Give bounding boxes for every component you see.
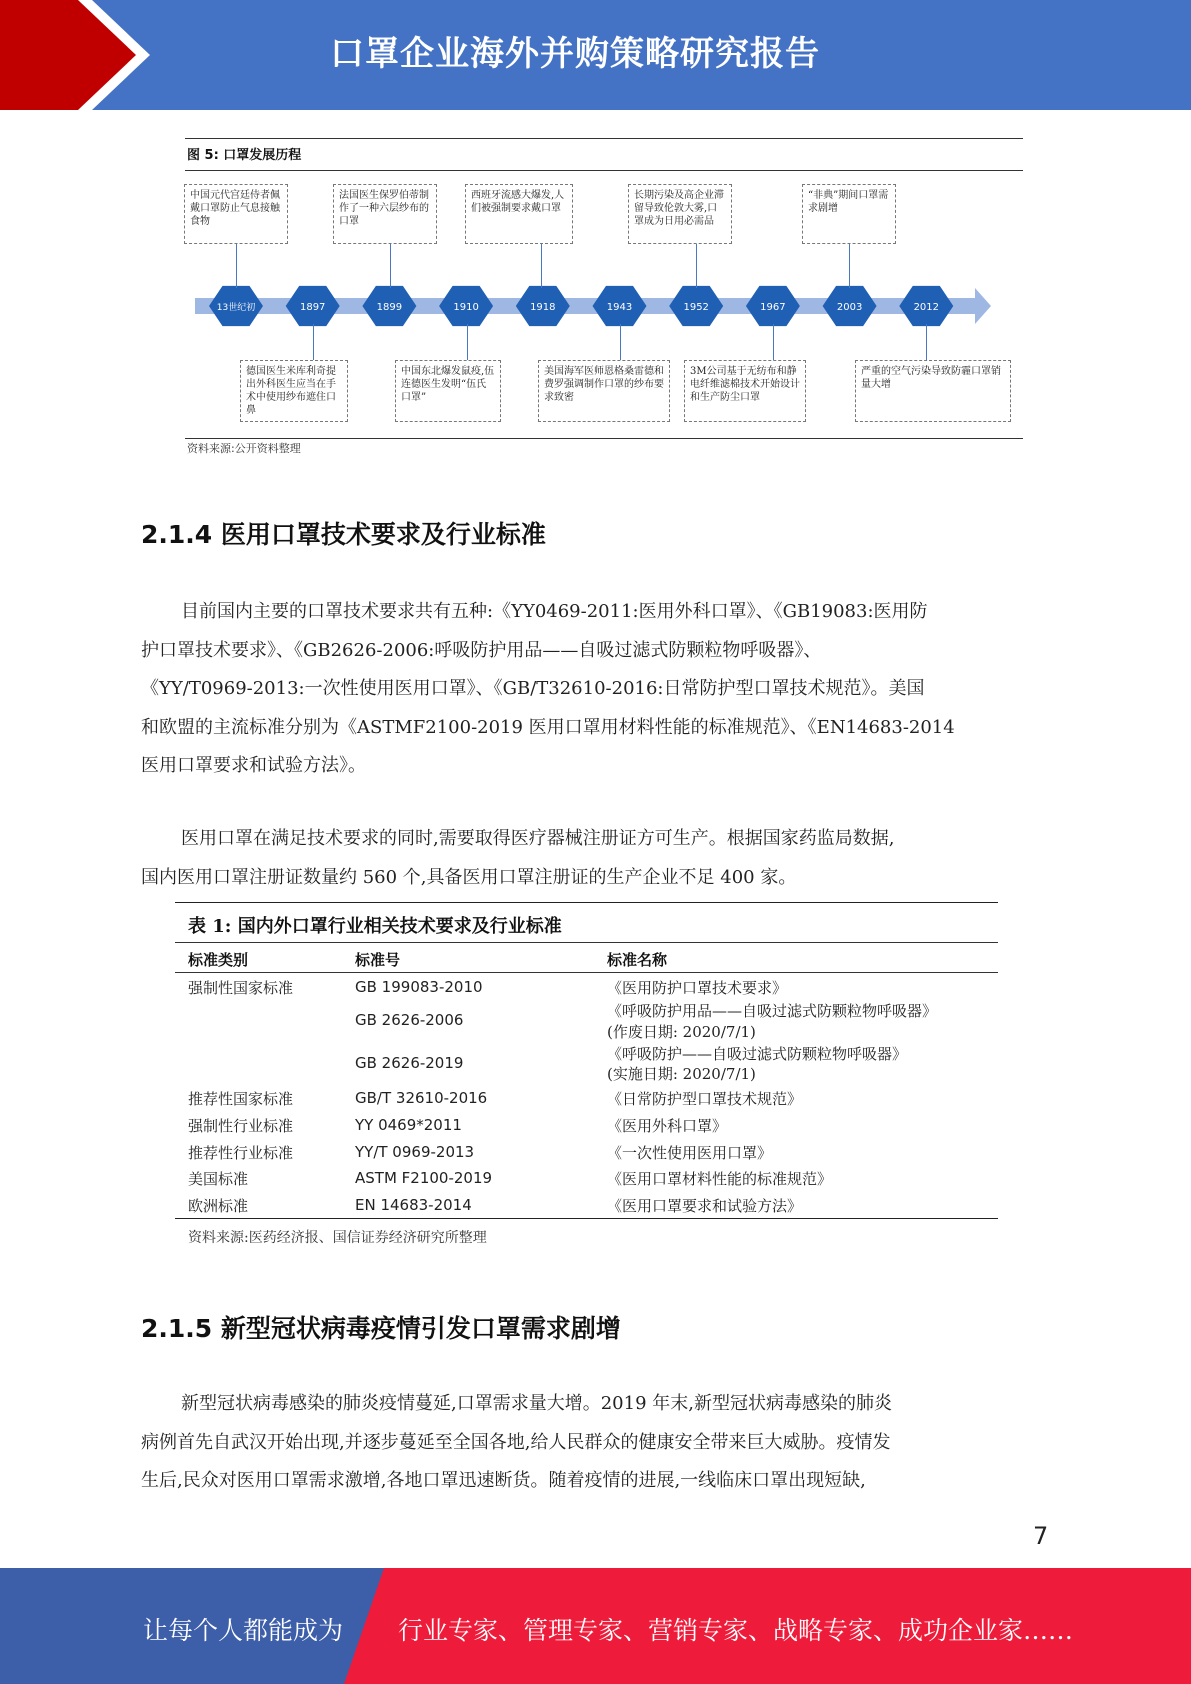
timeline-box-top: 中国元代宫廷侍者佩戴口罩防止气息接触食物 (184, 184, 288, 244)
timeline-connector (390, 244, 391, 288)
timeline-year-label: 1967 (760, 302, 786, 313)
paragraph-line: 医用口罩要求和试验方法》。 (141, 755, 366, 776)
table-header-name: 标准名称 (607, 951, 668, 969)
timeline-box-top: 法国医生保罗伯蒂制作了一种六层纱布的口罩 (333, 184, 437, 244)
table-cell-name: 《医用外科口罩》 (607, 1117, 728, 1135)
timeline-box-bottom: 严重的空气污染导致防霾口罩销量大增 (855, 360, 1011, 422)
table-cell-name-note: (实施日期: 2020/7/1) (607, 1065, 756, 1083)
table-cell-name: 《医用口罩要求和试验方法》 (607, 1197, 803, 1215)
table-cell-code: YY 0469*2011 (355, 1116, 462, 1134)
paragraph-standards (141, 593, 1046, 786)
table-cell-category: 强制性国家标准 (188, 979, 294, 997)
footer-slogan-left: 让每个人都能成为 (143, 1616, 344, 1645)
timeline-connector (849, 244, 850, 288)
table-cell-category: 强制性行业标准 (188, 1117, 294, 1135)
timeline-box-bottom: 3M公司基于无纺布和静电纤维滤棉技术开始设计和生产防尘口罩 (684, 360, 806, 422)
timeline-year-label: 1897 (299, 302, 326, 313)
table-cell-name-note: (作废日期: 2020/7/1) (607, 1023, 756, 1041)
table-cell-category: 推荐性行业标准 (188, 1144, 294, 1162)
timeline-connector (620, 324, 621, 360)
table-cell-code: YY/T 0969-2013 (355, 1143, 475, 1161)
table-header-code: 标准号 (355, 951, 401, 969)
paragraph-line: 医用口罩在满足技术要求的同时,需要取得医疗器械注册证方可生产。根据国家药监局数据, (181, 828, 895, 849)
section-heading-2-1-4: 2.1.4 医用口罩技术要求及行业标准 (141, 520, 546, 549)
timeline-year-label: 1943 (606, 302, 633, 313)
timeline-box-top: “非典”期间口罩需求剧增 (802, 184, 896, 244)
table-title-rule (175, 942, 998, 943)
paragraph-line: 目前国内主要的口罩技术要求共有五种:《YY0469-2011:医用外科口罩》、《GB19083:医用防 (181, 601, 928, 622)
timeline-year-label: 1952 (683, 302, 709, 313)
timeline-year-label: 1910 (453, 302, 479, 313)
timeline-connector (236, 244, 237, 288)
timeline-box-bottom: 德国医生米库利奇提出外科医生应当在手术中使用纱布遮住口鼻 (240, 360, 348, 422)
table-cell-category: 欧洲标准 (188, 1197, 249, 1215)
timeline-year-label: 2012 (913, 302, 940, 313)
paragraph-line: 《YY/T0969-2013:一次性使用医用口罩》、《GB/T32610-2016:日常防护型口罩技术规范》。美国 (141, 678, 925, 699)
footer-slogan-right: 行业专家、管理专家、营销专家、战略专家、成功企业家…… (398, 1616, 1074, 1645)
timeline-connector (541, 244, 542, 288)
timeline-connector (773, 324, 774, 360)
paragraph-line: 国内医用口罩注册证数量约 560 个,具备医用口罩注册证的生产企业不足 400 家。 (141, 866, 797, 888)
table-top-rule (175, 902, 998, 903)
figure-timeline (185, 138, 1023, 456)
table-cell-code: GB 2626-2006 (355, 1011, 464, 1029)
timeline-year-label: 13世纪初 (216, 303, 256, 313)
report-title: 口罩企业海外并购策略研究报告 (330, 34, 820, 74)
timeline-connector (926, 324, 927, 360)
table-title: 表 1: 国内外口罩行业相关技术要求及行业标准 (188, 916, 562, 937)
paragraph-line: 新型冠状病毒感染的肺炎疫情蔓延,口罩需求量大增。2019 年末,新型冠状病毒感染的肺炎 (181, 1393, 892, 1414)
timeline-connector (696, 244, 697, 288)
header-arrow-decoration (0, 0, 160, 110)
table-source: 资料来源:医药经济报、国信证券经济研究所整理 (188, 1230, 487, 1246)
timeline-box-bottom: 中国东北爆发鼠疫,伍连德医生发明“伍氏口罩” (395, 360, 501, 422)
table-cell-category: 美国标准 (188, 1170, 249, 1188)
paragraph-line: 和欧盟的主流标准分别为《ASTMF2100-2019 医用口罩用材料性能的标准规范》、《EN14683-2014 (141, 716, 955, 738)
table-cell-name: 《呼吸防护——自吸过滤式防颗粒物呼吸器》 (607, 1045, 908, 1063)
timeline-connector (467, 324, 468, 360)
table-cell-name: 《日常防护型口罩技术规范》 (607, 1090, 803, 1108)
table-cell-code: GB/T 32610-2016 (355, 1089, 488, 1107)
timeline-connector (313, 324, 314, 360)
paragraph-registration (141, 820, 1046, 897)
figure-title: 图 5: 口罩发展历程 (187, 148, 302, 163)
figure-bottom-rule (185, 438, 1023, 439)
table-cell-code: ASTM F2100-2019 (355, 1169, 493, 1187)
table-cell-name: 《医用防护口罩技术要求》 (607, 979, 788, 997)
timeline-box-bottom: 美国海军医师恩格桑雷德和费罗强调制作口罩的纱布要求致密 (538, 360, 670, 422)
table-cell-name: 《医用口罩材料性能的标准规范》 (607, 1170, 833, 1188)
timeline-year-label: 2003 (836, 302, 863, 313)
table-cell-code: GB 199083-2010 (355, 978, 483, 996)
table-bottom-rule (175, 1218, 998, 1219)
timeline-box-top: 西班牙流感大爆发,人们被强制要求戴口罩 (465, 184, 573, 244)
table-cell-name: 《一次性使用医用口罩》 (607, 1144, 773, 1162)
table-cell-code: EN 14683-2014 (355, 1196, 472, 1214)
section-heading-2-1-5: 2.1.5 新型冠状病毒疫情引发口罩需求剧增 (141, 1314, 621, 1343)
timeline-year-label: 1918 (530, 302, 556, 313)
table-cell-category: 推荐性国家标准 (188, 1090, 294, 1108)
paragraph-covid (141, 1385, 1046, 1501)
paragraph-line: 生后,民众对医用口罩需求激增,各地口罩迅速断货。随着疫情的进展,一线临床口罩出现短缺, (141, 1470, 866, 1491)
paragraph-line: 护口罩技术要求》、《GB2626-2006:呼吸防护用品——自吸过滤式防颗粒物呼吸器》、 (141, 639, 822, 661)
table-header-category: 标准类别 (188, 951, 249, 969)
paragraph-line: 病例首先自武汉开始出现,并逐步蔓延至全国各地,给人民群众的健康安全带来巨大威胁。疫情发 (141, 1431, 891, 1453)
page-number: 7 (1033, 1522, 1049, 1550)
figure-source: 资料来源:公开资料整理 (187, 442, 301, 455)
table-cell-code: GB 2626-2019 (355, 1054, 464, 1072)
table-cell-name: 《呼吸防护用品——自吸过滤式防颗粒物呼吸器》 (607, 1002, 938, 1020)
page-header (0, 0, 1191, 110)
timeline-year-label: 1899 (376, 302, 403, 313)
timeline-box-top: 长期污染及高企业滞留导致伦敦大雾,口罩成为日用必需品 (628, 184, 732, 244)
table-header-rule (175, 972, 998, 973)
